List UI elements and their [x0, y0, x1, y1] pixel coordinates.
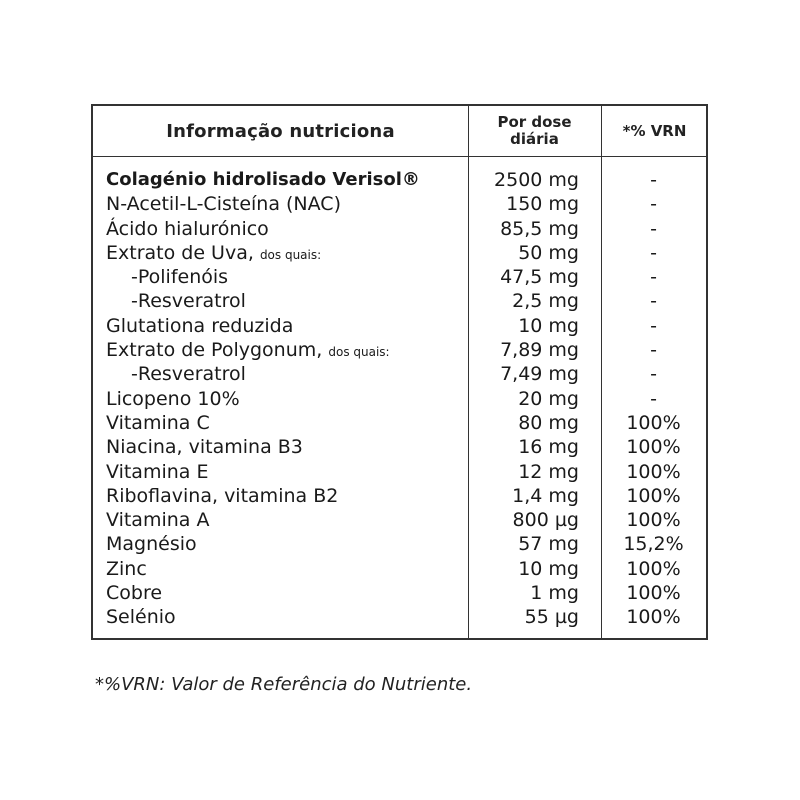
table-row [93, 435, 706, 459]
table-row [93, 314, 706, 338]
nutrient-dose: 57 mg [518, 533, 579, 556]
nutrient-name: Cobre [106, 582, 163, 605]
nutrient-vrn: 100% [626, 460, 681, 483]
header-dose [468, 106, 601, 156]
table-row [93, 411, 706, 435]
nutrient-dose: 47,5 mg [500, 266, 579, 289]
nutrient-vrn: 100% [626, 484, 681, 507]
nutrient-vrn: 100% [626, 411, 681, 434]
nutrient-vrn: - [650, 217, 657, 240]
nutrient-name: N-Acetil-L-Cisteína (NAC) [106, 193, 341, 216]
nutrient-vrn: - [650, 266, 657, 289]
table-row [93, 241, 706, 265]
header-dose-line1: Por dose [497, 113, 572, 131]
table-row [93, 605, 706, 629]
nutrient-name: Vitamina C [106, 411, 210, 434]
nutrition-table [91, 104, 708, 640]
nutrient-vrn: - [650, 290, 657, 313]
header-divider [93, 156, 706, 157]
nutrient-vrn: 100% [626, 509, 681, 532]
nutrient-name-group [106, 338, 390, 364]
nutrient-name: Extrato de Polygonum, [106, 339, 323, 362]
header-dose-line2: diária [510, 130, 559, 148]
nutrient-name: Vitamina A [106, 509, 210, 532]
nutrient-vrn: 100% [626, 606, 681, 629]
nutrient-name: Licopeno 10% [106, 387, 240, 410]
nutrient-name-group [106, 241, 321, 267]
nutrient-vrn: 100% [626, 557, 681, 580]
table-row [93, 217, 706, 241]
nutrient-vrn: - [650, 387, 657, 410]
nutrient-name: -Polifenóis [131, 266, 229, 289]
table-row [93, 484, 706, 508]
nutrient-dose: 1,4 mg [512, 484, 579, 507]
table-row [93, 338, 706, 362]
nutrient-suffix: dos quais: [259, 247, 322, 262]
nutrient-dose: 12 mg [518, 460, 579, 483]
table-row [93, 508, 706, 532]
nutrient-vrn: - [650, 339, 657, 362]
nutrient-vrn: 100% [626, 582, 681, 605]
nutrient-dose: 2500 mg [494, 169, 579, 191]
table-row [93, 192, 706, 216]
nutrient-name: Vitamina E [106, 460, 209, 483]
nutrient-dose: 800 µg [512, 509, 579, 532]
nutrient-vrn: 100% [626, 436, 681, 459]
nutrient-name: Glutationa reduzida [106, 314, 294, 337]
nutrient-vrn: - [650, 363, 657, 386]
nutrient-dose: 150 mg [506, 193, 579, 216]
nutrient-name: Extrato de Uva, [106, 241, 254, 264]
table-row [93, 289, 706, 313]
nutrient-name: -Resveratrol [131, 363, 246, 386]
vrn-footnote: *%VRN: Valor de Referência do Nutriente. [95, 674, 473, 695]
nutrient-dose: 10 mg [518, 314, 579, 337]
nutrient-vrn: - [650, 193, 657, 216]
nutrient-name: Selénio [106, 606, 176, 629]
nutrient-name: -Resveratrol [131, 290, 246, 313]
nutrient-vrn: - [650, 314, 657, 337]
header-vrn: *% VRN [622, 122, 687, 140]
table-row [93, 265, 706, 289]
table-row [93, 168, 706, 192]
nutrient-vrn: - [650, 169, 657, 191]
nutrient-dose: 7,89 mg [500, 339, 579, 362]
nutrient-name: Colagénio hidrolisado Verisol® [106, 169, 420, 190]
nutrient-dose: 20 mg [518, 387, 579, 410]
nutrient-name: Magnésio [106, 533, 197, 556]
table-body [93, 168, 706, 630]
nutrient-dose: 50 mg [518, 241, 579, 264]
nutrient-dose: 85,5 mg [500, 217, 579, 240]
table-row [93, 387, 706, 411]
nutrient-dose: 2,5 mg [512, 290, 579, 313]
nutrient-dose: 7,49 mg [500, 363, 579, 386]
nutrient-dose: 80 mg [518, 411, 579, 434]
nutrient-dose: 16 mg [518, 436, 579, 459]
nutrient-dose: 1 mg [530, 582, 579, 605]
nutrient-name: Zinc [106, 557, 147, 580]
table-row [93, 362, 706, 386]
table-row [93, 532, 706, 556]
table-row [93, 557, 706, 581]
nutrient-name: Riboflavina, vitamina B2 [106, 484, 339, 507]
nutrient-suffix: dos quais: [328, 345, 390, 360]
header-nutrition-info: Informação nutriciona [166, 120, 395, 142]
nutrient-dose: 10 mg [518, 557, 579, 580]
nutrient-vrn: - [650, 241, 657, 264]
table-row [93, 460, 706, 484]
nutrient-name: Ácido hialurónico [106, 217, 269, 240]
table-row [93, 581, 706, 605]
nutrient-dose: 55 µg [524, 606, 579, 629]
nutrient-name: Niacina, vitamina B3 [106, 436, 303, 459]
nutrient-vrn: 15,2% [623, 533, 684, 556]
